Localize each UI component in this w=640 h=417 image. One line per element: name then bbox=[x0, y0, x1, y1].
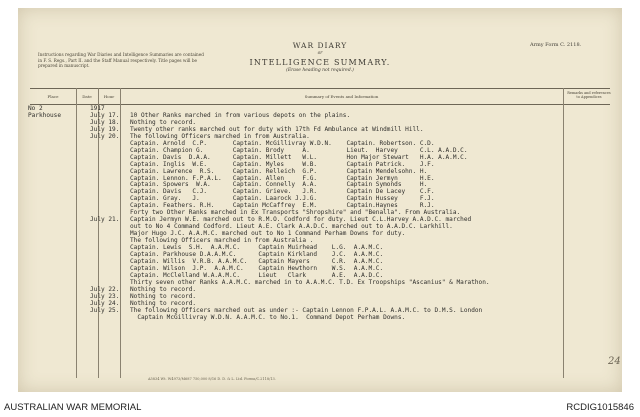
war-diary-page bbox=[18, 8, 622, 392]
row-summary: Captain. Arnold C.P. Captain. McGillivray W.D.N. Captain. Robertson. C.D. bbox=[130, 139, 435, 147]
row-summary: Nothing to record. bbox=[130, 299, 197, 307]
row-summary: Captain. Spowers W.A. Captain. Connelly A.A. Captain Symonds H. bbox=[130, 181, 428, 189]
row-place: Parkhouse bbox=[28, 111, 62, 119]
row-summary: Nothing to record. bbox=[130, 292, 197, 300]
row-date: July 21. bbox=[90, 216, 120, 224]
row-date: July 20. bbox=[90, 132, 120, 140]
printer-imprint: A5834 Wt. W4973/M687 750,000 8/16 D. D. & L. Ltd. Forms/C.2118/13. bbox=[148, 377, 276, 381]
row-summary: Captain. Davis D.A.A. Captain. Millett W.L. Hon Major Stewart H.A. A.A.M.C. bbox=[130, 153, 468, 161]
column-header-summary: Summary of Events and Information bbox=[304, 94, 379, 99]
row-summary: Captain McGillivray W.D.N. A.A.M.C. to No.1. Command Depot Perham Downs. bbox=[130, 313, 406, 321]
row-summary: Nothing to record. bbox=[130, 285, 197, 293]
row-date: July 19. bbox=[90, 125, 120, 133]
row-date: July 24. bbox=[90, 299, 120, 307]
row-summary: Captain. Willis V.R.B. A.A.M.C. Captain Mayers C.R. A.A.M.C. bbox=[130, 257, 384, 265]
row-summary: Thirty seven other Ranks A.A.M.C. marched in to A.A.M.C. T.D. Ex Troopships "Ascanius" & Marathon. bbox=[130, 278, 490, 286]
diary-row bbox=[28, 315, 490, 322]
table-header-rule bbox=[30, 104, 610, 105]
row-summary: out to No 4 Command Codford. Lieut A.E. Clark A.A.D.C. marched out to A.A.D.C. Larkhill. bbox=[130, 223, 453, 231]
row-summary: Captain. Parkhouse D.A.A.M.C. Captain Kirkland J.C. A.A.M.C. bbox=[130, 251, 384, 259]
row-summary: Captain Jermyn W.E. marched out to R.M.O. Codford for duty. Lieut C.L.Harvey A.A.D.C. marched bbox=[130, 216, 472, 224]
row-summary: Captain. Lennon. F.P.A.L. Captain. Allen F.G. Captain Jermyn H.E. bbox=[130, 174, 435, 182]
row-summary: The following Officers marched in from Australia . bbox=[130, 237, 314, 245]
column-header-date: Date bbox=[82, 94, 92, 99]
row-summary: Captain. McClelland W.A.A.M.C. Lieut Clark A.E. A.A.D.C. bbox=[130, 271, 384, 279]
row-summary: Forty two Other Ranks marched in Ex Transports "Shropshire" and "Benalla". From Australia. bbox=[130, 209, 461, 217]
column-header-place: Place bbox=[47, 94, 59, 99]
row-date: July 22. bbox=[90, 285, 120, 293]
row-place: No 2 bbox=[28, 105, 43, 112]
archive-footer bbox=[0, 399, 640, 417]
row-date: July 23. bbox=[90, 292, 120, 300]
diary-entries bbox=[28, 106, 490, 322]
row-summary: Captain. Lawrence R.S. Captain. Relleich G.P. Captain Mendelsohn. H. bbox=[130, 167, 428, 175]
archive-name: AUSTRALIAN WAR MEMORIAL bbox=[4, 402, 142, 413]
erase-note: (Erase heading not required.) bbox=[286, 68, 354, 73]
row-summary: Nothing to record. bbox=[130, 118, 197, 126]
instructions-note: Instructions regarding War Diaries and Intelligence Summaries are contained in F. S. Regs., Part II. and the Staff Manual respectively. Title pages will be prepared in manuscript. bbox=[38, 52, 204, 69]
row-summary: Major Hugo J.C. A.A.M.C. marched out to No 1 Command Perham Downs for duty. bbox=[130, 230, 406, 238]
row-summary: Twenty other ranks marched out for duty with 17th Fd Ambulance at Windmill Hill. bbox=[130, 125, 424, 133]
row-date: July 25. bbox=[90, 306, 120, 314]
row-date: July 18. bbox=[90, 118, 120, 126]
row-date: July 17. bbox=[90, 111, 120, 119]
archive-reference: RCDIG1015846 bbox=[566, 402, 634, 413]
column-header-hour: Hour bbox=[103, 94, 115, 99]
row-summary: Captain. Inglis W.E. Captain. Myles W.B. Captain Patrick. J.F. bbox=[130, 160, 435, 168]
handwritten-page-number: 24 bbox=[608, 356, 621, 367]
row-summary: Captain. Gray. J. Captain. Laarock J.J.G. Captain Hussey F.J. bbox=[130, 195, 435, 203]
row-summary: The following Officers marched out as under :- Captain Lennon F.P.A.L. A.A.M.C. to D.M.S. London bbox=[130, 306, 483, 314]
row-summary: Captain. Champion G. Captain. Brody A. Lieut. Harvey C.L. A.A.D.C. bbox=[130, 146, 468, 154]
column-header-remarks: Remarks and references to Appendices bbox=[567, 91, 611, 100]
row-summary: Captain. Davis C.J. Captain. Grieve. J.R. Captain De Lacey C.F. bbox=[130, 188, 435, 196]
row-summary: 10 Other Ranks marched in from various depots on the plains. bbox=[130, 111, 351, 119]
row-summary: The following Officers marched in from Australia. bbox=[130, 132, 310, 140]
row-summary: Captain. Wilson J.P. A.A.M.C. Captain Hewthorn W.S. A.A.M.C. bbox=[130, 264, 384, 272]
title-or: or bbox=[317, 51, 323, 56]
page-subtitle: INTELLIGENCE SUMMARY. bbox=[249, 58, 391, 67]
row-date: 1917 bbox=[90, 105, 105, 112]
table-top-rule bbox=[30, 88, 610, 89]
army-form-label: Army Form C. 2118. bbox=[530, 42, 582, 48]
row-summary: Captain. Lewis S.H. A.A.M.C. Captain Muirhead L.G. A.A.M.C. bbox=[130, 244, 384, 252]
row-summary: Captain. Feathers. R.H. Captain McCaffrey E.M. Captain.Haynes R.J. bbox=[130, 202, 435, 210]
page-title: WAR DIARY bbox=[292, 41, 348, 50]
column-divider bbox=[563, 88, 564, 378]
